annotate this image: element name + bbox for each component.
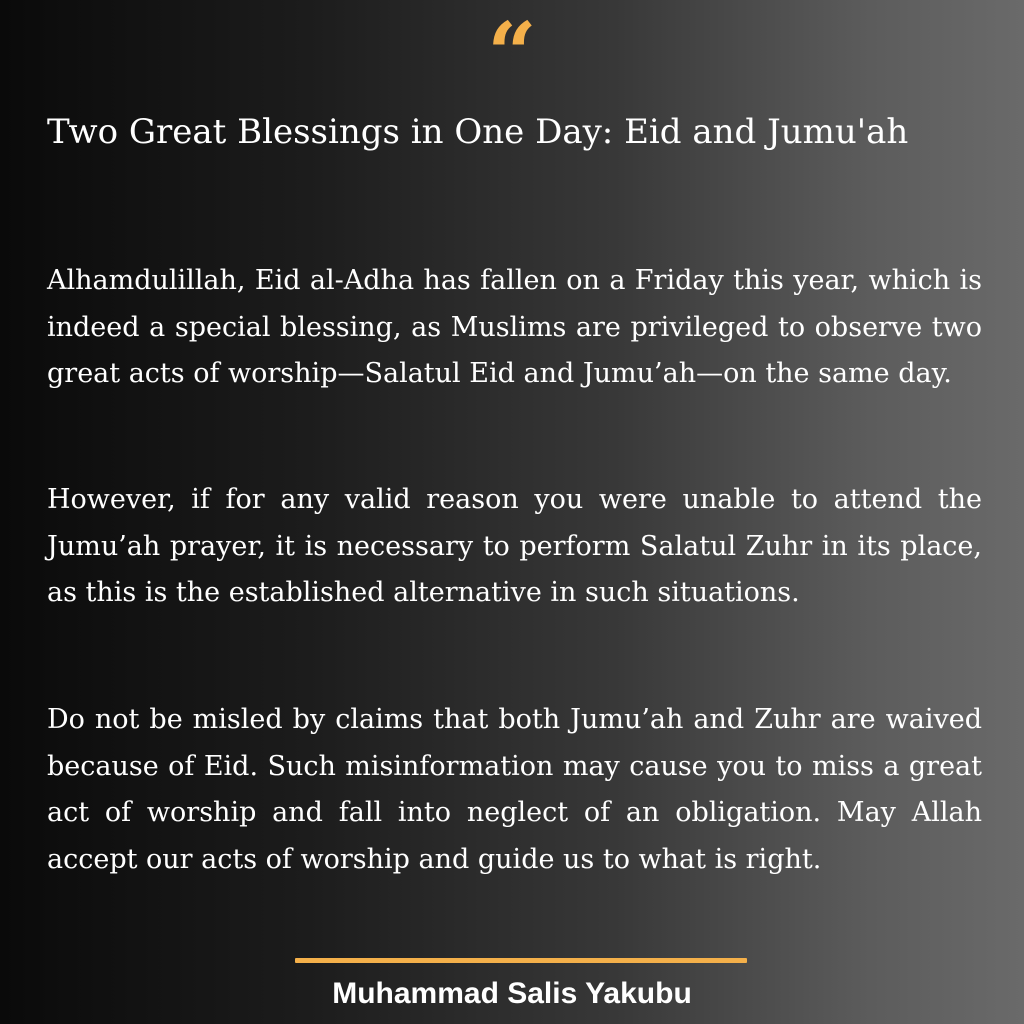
post-title: Two Great Blessings in One Day: Eid and Jumu'ah: [47, 112, 909, 152]
accent-divider: [295, 958, 747, 963]
paragraph-3: Do not be misled by claims that both Jumu’ah and Zuhr are waived because of Eid. Such misinformation may cause you to miss a great act of worship and fall into neglect of an obligation. May Allah accept our acts of worship and guide us to what is right.: [47, 704, 982, 875]
paragraph-1: Alhamdulillah, Eid al-Adha has fallen on a Friday this year, which is indeed a special blessing, as Muslims are privileged to observe two great acts of worship—Salatul Eid and Jumu’ah—on the same day.: [47, 265, 982, 389]
quote-mark-icon: “: [487, 4, 537, 105]
paragraph-2: However, if for any valid reason you were unable to attend the Jumu’ah prayer, it is necessary to perform Salatul Zuhr in its place, as this is the established alternative in such situations.: [47, 484, 982, 608]
author-name: Muhammad Salis Yakubu: [332, 977, 692, 1010]
